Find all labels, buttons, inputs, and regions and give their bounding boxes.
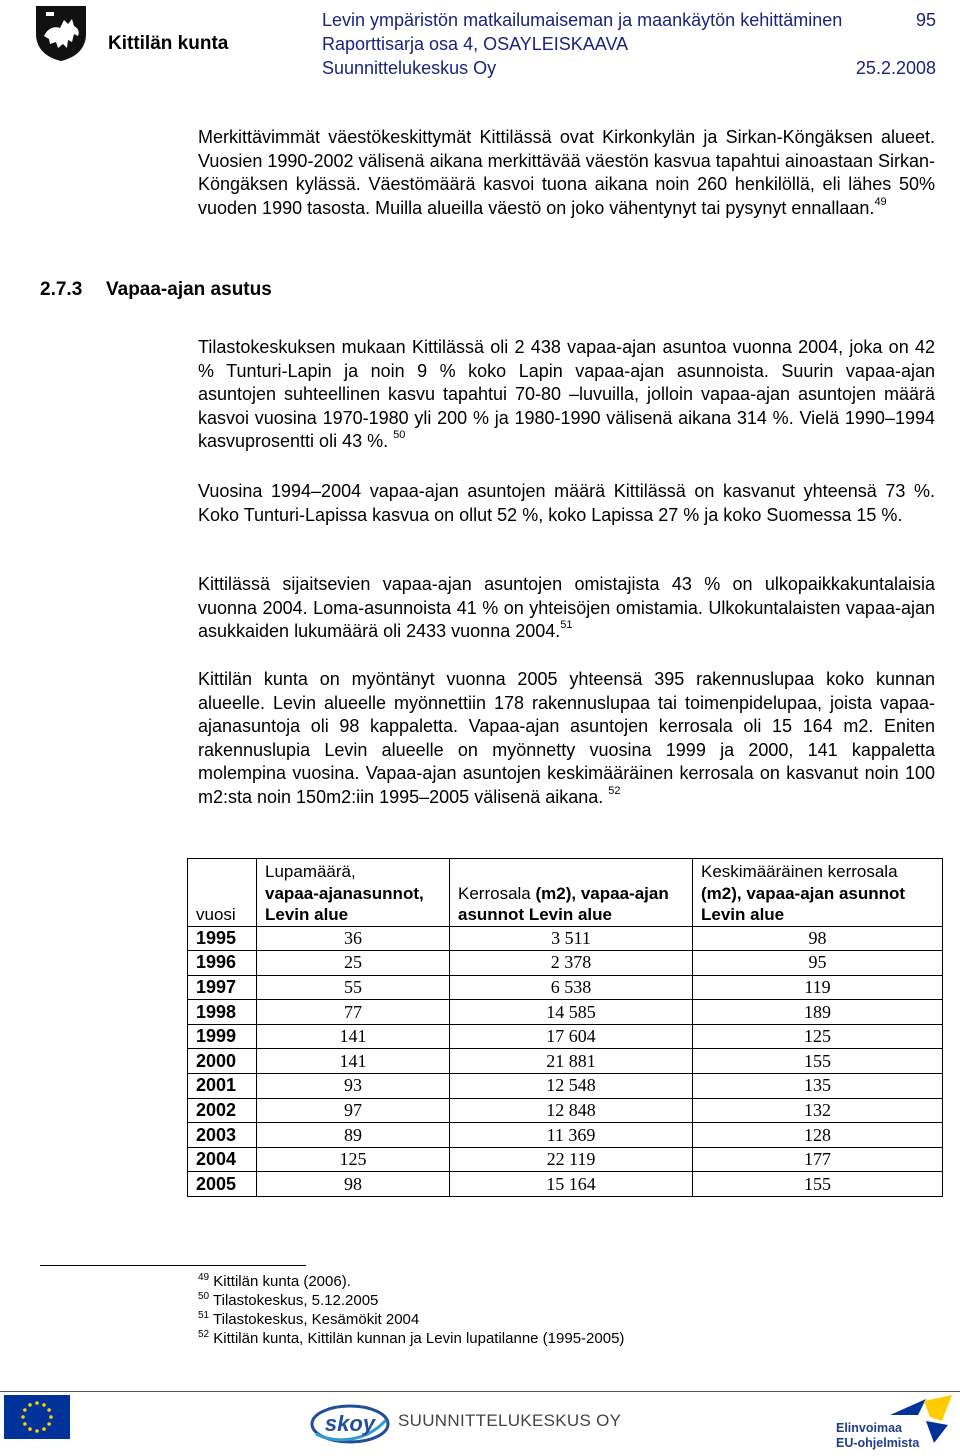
- cell-year: 2001: [188, 1074, 257, 1099]
- eu-program-text: [836, 1421, 919, 1451]
- cell-avg-floor-area: 119: [693, 975, 943, 1000]
- permits-table: [187, 858, 943, 1197]
- cell-permit-count: 89: [257, 1123, 450, 1148]
- cell-year: 2003: [188, 1123, 257, 1148]
- paragraph-owners: [198, 573, 935, 644]
- footnote-ref: 51: [560, 619, 573, 631]
- cell-floor-area: 6 538: [450, 975, 693, 1000]
- cell-floor-area: 14 585: [450, 1000, 693, 1025]
- flag-star: [28, 1427, 32, 1431]
- cell-permit-count: 36: [257, 926, 450, 951]
- footnote-separator: [40, 1265, 306, 1266]
- paragraph-text: Kittilässä sijaitsevien vapaa-ajan asuntojen omistajista 43 % on ulkopaikkakuntalaisia vuonna 2004. Loma-asunnoista 41 % on yhteisöjen omistamia. Ulkokuntalaisten vapaa-ajan asukkaiden lukumäärä oli 2433 vuonna 2004.: [198, 574, 935, 641]
- table-row: [188, 1000, 943, 1025]
- organization-name: Kittilän kunta: [108, 33, 229, 54]
- paragraph-growth: [198, 480, 935, 527]
- paragraph-population: [198, 126, 935, 220]
- skoy-logo-icon: [306, 1400, 390, 1448]
- table-row: [188, 975, 943, 1000]
- table-row: [188, 1074, 943, 1099]
- footnote-ref: 50: [393, 429, 406, 441]
- cell-avg-floor-area: 95: [693, 951, 943, 976]
- cell-avg-floor-area: 135: [693, 1074, 943, 1099]
- cell-avg-floor-area: 155: [693, 1049, 943, 1074]
- table-row: [188, 951, 943, 976]
- cell-avg-floor-area: 128: [693, 1123, 943, 1148]
- footnote-number: 51: [198, 1310, 210, 1321]
- cell-year: 2000: [188, 1049, 257, 1074]
- footnote-ref: 52: [608, 784, 621, 797]
- cell-floor-area: 17 604: [450, 1024, 693, 1049]
- page-number: 95: [915, 10, 936, 30]
- document-header: [322, 8, 936, 80]
- cell-permit-count: 77: [257, 1000, 450, 1025]
- footnote-ref: 49: [874, 195, 887, 208]
- section-heading: [40, 279, 272, 301]
- footer-separator: [0, 1391, 960, 1392]
- table-row: [188, 926, 943, 951]
- flag-star: [47, 1408, 51, 1412]
- paragraph-text: Merkittävimmät väestökeskittymät Kittilässä ovat Kirkonkylän ja Sirkan-Köngäksen alueet. Vuosien 1990-2002 välisenä aikana merkittävää väestön kasvua tapahtui ainoastaan Sirkan-Köngäksen kylässä. Väestömäärä kasvoi tuona aikana noin 260 henkilöllä, eli lähes 50% vuoden 1990 tasosta. Muilla alueilla väestö on joko vähentynyt tai pysynyt ennallaan.: [198, 127, 935, 218]
- paragraph-holiday-homes: [198, 336, 935, 454]
- cell-floor-area: 12 548: [450, 1074, 693, 1099]
- header-avg-floor-area: Keskimääräinen kerrosala (m2), vapaa-ajan asunnot Levin alue: [693, 859, 943, 927]
- table-row: [188, 1098, 943, 1123]
- flag-star: [28, 1403, 32, 1407]
- cell-permit-count: 55: [257, 975, 450, 1000]
- footnote: [198, 1291, 624, 1310]
- flag-star: [47, 1422, 51, 1426]
- eu-program-line2: EU-ohjelmista: [836, 1436, 920, 1450]
- cell-year: 1995: [188, 926, 257, 951]
- flag-star: [23, 1422, 27, 1426]
- section-title: Vapaa-ajan asutus: [106, 279, 272, 300]
- cell-year: 1998: [188, 1000, 257, 1025]
- paragraph-building-permits: [198, 668, 935, 809]
- cell-permit-count: 93: [257, 1074, 450, 1099]
- table-row: [188, 1147, 943, 1172]
- cell-floor-area: 21 881: [450, 1049, 693, 1074]
- cell-permit-count: 125: [257, 1147, 450, 1172]
- flag-star: [23, 1408, 27, 1412]
- footnote-number: 52: [198, 1329, 210, 1340]
- cell-year: 1996: [188, 951, 257, 976]
- cell-permit-count: 25: [257, 951, 450, 976]
- header-title: Levin ympäristön matkailumaiseman ja maankäytön kehittäminen: [322, 10, 843, 30]
- flag-star: [49, 1415, 53, 1419]
- coat-of-arms-icon: [34, 4, 88, 62]
- footnote: [198, 1329, 624, 1348]
- flag-star: [35, 1429, 39, 1433]
- footnote: [198, 1272, 624, 1291]
- cell-floor-area: 3 511: [450, 926, 693, 951]
- cell-year: 2005: [188, 1172, 257, 1197]
- cell-permit-count: 98: [257, 1172, 450, 1197]
- table-row: [188, 1172, 943, 1197]
- table-row: [188, 1123, 943, 1148]
- section-number: 2.7.3: [40, 279, 83, 300]
- cell-avg-floor-area: 98: [693, 926, 943, 951]
- footnote-text: Kittilän kunta (2006).: [209, 1273, 351, 1290]
- cell-permit-count: 141: [257, 1049, 450, 1074]
- cell-floor-area: 2 378: [450, 951, 693, 976]
- footnote: [198, 1310, 624, 1329]
- header-date: 25.2.2008: [855, 58, 936, 78]
- flag-star: [42, 1403, 46, 1407]
- cell-avg-floor-area: 155: [693, 1172, 943, 1197]
- table-row: [188, 1049, 943, 1074]
- header-company: Suunnittelukeskus Oy: [322, 58, 497, 78]
- table-row: [188, 1024, 943, 1049]
- footnotes: [198, 1272, 624, 1348]
- svg-text:skoy: skoy: [324, 1411, 376, 1436]
- cell-floor-area: 22 119: [450, 1147, 693, 1172]
- cell-floor-area: 12 848: [450, 1098, 693, 1123]
- eu-program-line1: Elinvoimaa: [836, 1421, 902, 1435]
- footnote-text: Kittilän kunta, Kittilän kunnan ja Levin lupatilanne (1995-2005): [209, 1330, 625, 1347]
- footnote-number: 50: [198, 1291, 210, 1302]
- table-header-row: [188, 859, 943, 927]
- header-year: vuosi: [188, 859, 257, 927]
- cell-year: 2004: [188, 1147, 257, 1172]
- footnote-text: Tilastokeskus, Kesämökit 2004: [209, 1311, 420, 1328]
- flag-star: [35, 1401, 39, 1405]
- flag-star: [42, 1427, 46, 1431]
- header-floor-area: Kerrosala (m2), vapaa-ajan asunnot Levin alue: [450, 859, 693, 927]
- cell-permit-count: 97: [257, 1098, 450, 1123]
- cell-avg-floor-area: 132: [693, 1098, 943, 1123]
- cell-avg-floor-area: 177: [693, 1147, 943, 1172]
- paragraph-text: Kittilän kunta on myöntänyt vuonna 2005 yhteensä 395 rakennuslupaa koko kunnan alueelle. Levin alueelle myönnettiin 178 rakennuslupaa tai toimenpidelupaa, joista vapaa-ajanasuntoja oli 98 kappaletta. Vapaa-ajan asuntojen kerrosala oli 15 164 m2. Eniten rakennuslupia Levin alueelle on myönnetty vuosina 1999 ja 2000, 141 kappaletta molempina vuosina. Vapaa-ajan asuntojen keskimääräinen kerrosala on kasvanut noin 100 m2:sta noin 150m2:iin 1995–2005 välisenä aikana.: [198, 669, 935, 807]
- eu-flag-icon: [4, 1395, 70, 1439]
- cell-year: 2002: [188, 1098, 257, 1123]
- company-name: SUUNNITTELUKESKUS OY: [398, 1411, 622, 1430]
- footnote-number: 49: [198, 1272, 210, 1283]
- footnote-text: Tilastokeskus, 5.12.2005: [209, 1292, 379, 1309]
- header-report-series: Raporttisarja osa 4, OSAYLEISKAAVA: [322, 34, 629, 54]
- paragraph-text: Tilastokeskuksen mukaan Kittilässä oli 2 438 vapaa-ajan asuntoa vuonna 2004, joka on 42 % Tunturi-Lapin ja noin 9 % koko Lapin vapaa-ajan asunnoista. Suurin vapaa-ajan asuntojen suhteellinen kasvu tapahtui 70-80 –luvuilla, jolloin vapaa-ajan asuntojen määrä kasvoi vuosina 1970-1980 yli 200 % ja 1980-1990 välisenä aikana 314 %. Vielä 1990–1994 kasvuprosentti oli 43 %.: [198, 337, 935, 451]
- paragraph-text: Vuosina 1994–2004 vapaa-ajan asuntojen määrä Kittilässä on kasvanut yhteensä 73 %. Koko Tunturi-Lapissa kasvua on ollut 52 %, koko Lapissa 27 % ja koko Suomessa 15 %.: [198, 481, 935, 525]
- cell-floor-area: 11 369: [450, 1123, 693, 1148]
- header-permit-count: Lupamäärä, vapaa-ajanasunnot, Levin alue: [257, 859, 450, 927]
- cell-avg-floor-area: 125: [693, 1024, 943, 1049]
- flag-star: [21, 1415, 25, 1419]
- cell-floor-area: 15 164: [450, 1172, 693, 1197]
- cell-avg-floor-area: 189: [693, 1000, 943, 1025]
- cell-year: 1997: [188, 975, 257, 1000]
- cell-permit-count: 141: [257, 1024, 450, 1049]
- cell-year: 1999: [188, 1024, 257, 1049]
